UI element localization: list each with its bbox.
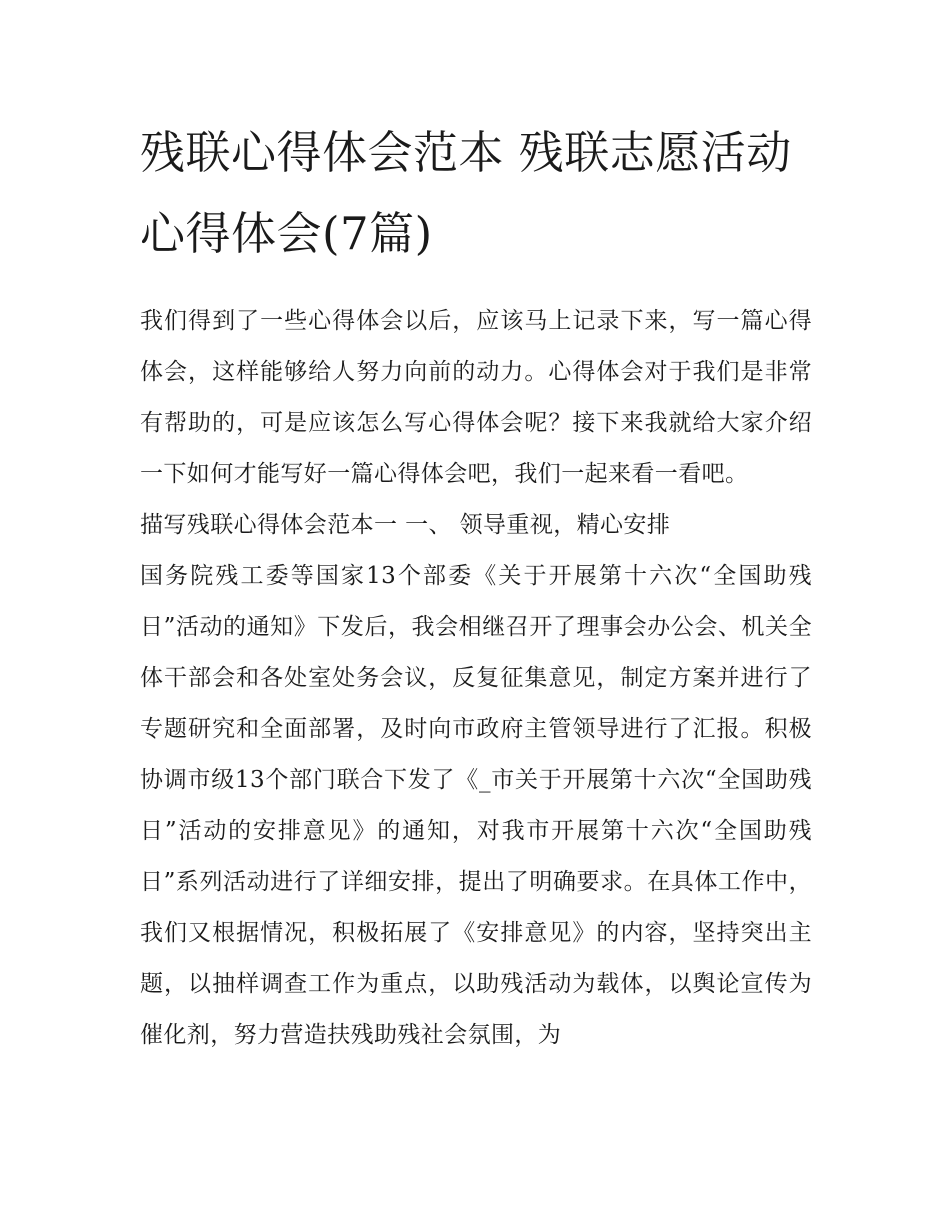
body-paragraph: 国务院残工委等国家13个部委《关于开展第十六次“全国助残日”活动的通知》下发后，我会相继召开了理事会办公会、机关全体干部会和各处室处务会议，反复征集意见，制定方案并进行了专题研究和全面部署，及时向市政府主管领导进行了汇报。积极协调市级13个部门联合下发了《_市关于开展第十六次“全国助残日”活动的安排意见》的通知，对我市开展第十六次“全国助残日”系列活动进行了详细安排，提出了明确要求。在具体工作中，我们又根据情况，积极拓展了《安排意见》的内容，坚持突出主题，以抽样调查工作为重点，以助残活动为载体，以舆论宣传为催化剂，努力营造扶残助残社会氛围，为	[140, 563, 812, 1048]
intro-paragraph: 我们得到了一些心得体会以后，应该马上记录下来，写一篇心得体会，这样能够给人努力向前的动力。心得体会对于我们是非常有帮助的，可是应该怎么写心得体会呢？接下来我就给大家介绍一下如何才能写好一篇心得体会吧，我们一起来看一看吧。	[140, 308, 812, 487]
document-title: 残联心得体会范本 残联志愿活动心得体会(7篇)	[140, 126, 792, 260]
document-page	[140, 112, 812, 1061]
section-heading: 描写残联心得体会范本一 一、 领导重视，精心安排	[140, 512, 671, 538]
